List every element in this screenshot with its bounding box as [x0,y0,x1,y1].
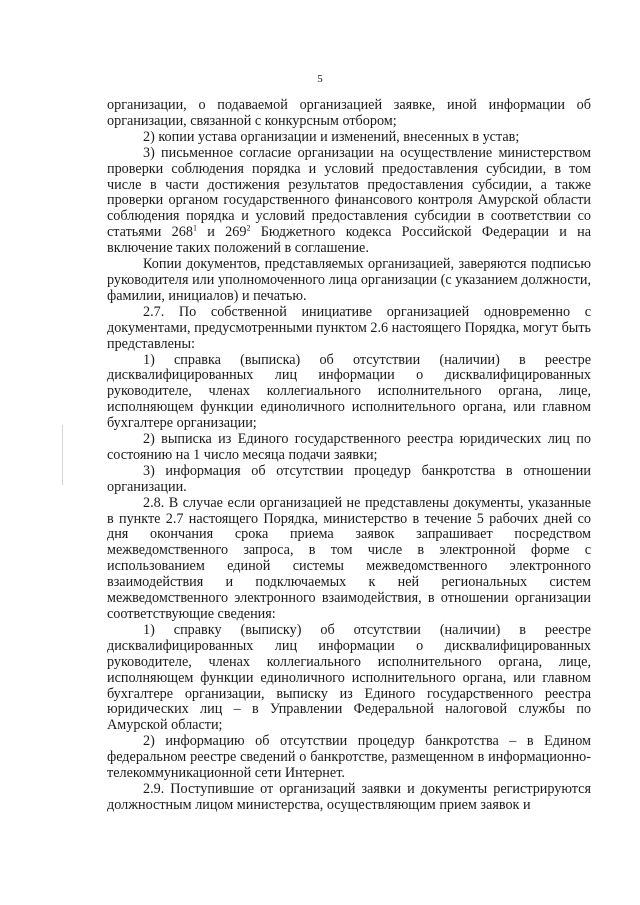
paragraph-2-7-item-3: 3) информация об отсутствии процедур банкротства в отношении организации. [107,462,591,495]
paragraph-2-7: 2.7. По собственной инициативе организацией одновременно с документами, предусмотренными пунктом 2.6 настоящего Порядка, могут быть представлены: [107,303,591,352]
paragraph-2-9: 2.9. Поступившие от организаций заявки и документы регистрируются должностным лицом министерства, осуществляющим прием заявок и [107,780,591,813]
page-number: 5 [317,73,323,85]
footnote-sup-2: 2 [246,223,251,233]
paragraph-2-8: 2.8. В случае если организацией не представлены документы, указанные в пункте 2.7 настоящего Порядка, министерство в течение 5 рабочих дней со дня окончания срока приема заявок запрашивает посредством межведомственного запроса, в том числе в электронной форме с использованием единой системы межведомственного электронного взаимодействия и подключаемых к ней региональных систем межведомственного электронного взаимодействия, в отношении организации соответствующие сведения: [107,494,591,622]
paragraph-document-certification: Копии документов, представляемых организацией, заверяются подписью руководителя или уполномоченного лица организации (с указанием должности, фамилии, инициалов) и печатью. [107,256,591,304]
scan-artifact [62,425,63,485]
paragraph-continuation: организации, о подаваемой организацией заявке, иной информации об организации, связанной с конкурсным отбором; [107,97,591,129]
body-text [107,98,591,814]
paragraph-2-7-item-2: 2) выписка из Единого государственного реестра юридических лиц по состоянию на 1 число месяца подачи заявки; [107,431,591,463]
paragraph-charter-copies: 2) копии устава организации и изменений, внесенных в устав; [143,128,520,145]
paragraph-2-8-item-2: 2) информацию об отсутствии процедур банкротства – в Едином федеральном реестре сведений о банкротстве, размещенном в информационно-телекоммуникационной сети Интернет. [107,733,591,782]
paragraph-2-8-item-1: 1) справку (выписку) об отсутствии (наличии) в реестре дисквалифицированных лиц информации о дисквалифицированных руководителе, членах коллегиального исполнительного органа, лице, исполняющем функции единоличного исполнительного органа, или главном бухгалтере организации, выписку из Единого государственного реестра юридических лиц – в Управлении Федеральной налоговой службы по Амурской области; [107,621,591,734]
paragraph-written-consent [107,146,591,257]
paragraph-2-7-item-1: 1) справка (выписка) об отсутствии (наличии) в реестре дисквалифицированных лиц информации о дисквалифицированных руководителе, членах коллегиального исполнительного органа, лице, исполняющем функции единоличного исполнительного органа, или главном бухгалтере организации; [107,351,591,432]
consent-text-tail: Бюджетного кодекса Российской Федерации и на включение таких положений в соглашение. [107,224,592,257]
consent-text-mid: и 269 [196,224,247,241]
footnote-sup-1: 1 [192,223,197,233]
consent-text: 3) письменное согласие организации на осуществление министерством проверки соблюдения порядка и условий предоставления субсидии, в том числе в части достижения результатов предоставления субсидии, а также проверки органом государственного финансового контроля Амурской области соблюдения порядка и условий предоставления субсидии в соответствии со статьями 268 [107,144,591,241]
